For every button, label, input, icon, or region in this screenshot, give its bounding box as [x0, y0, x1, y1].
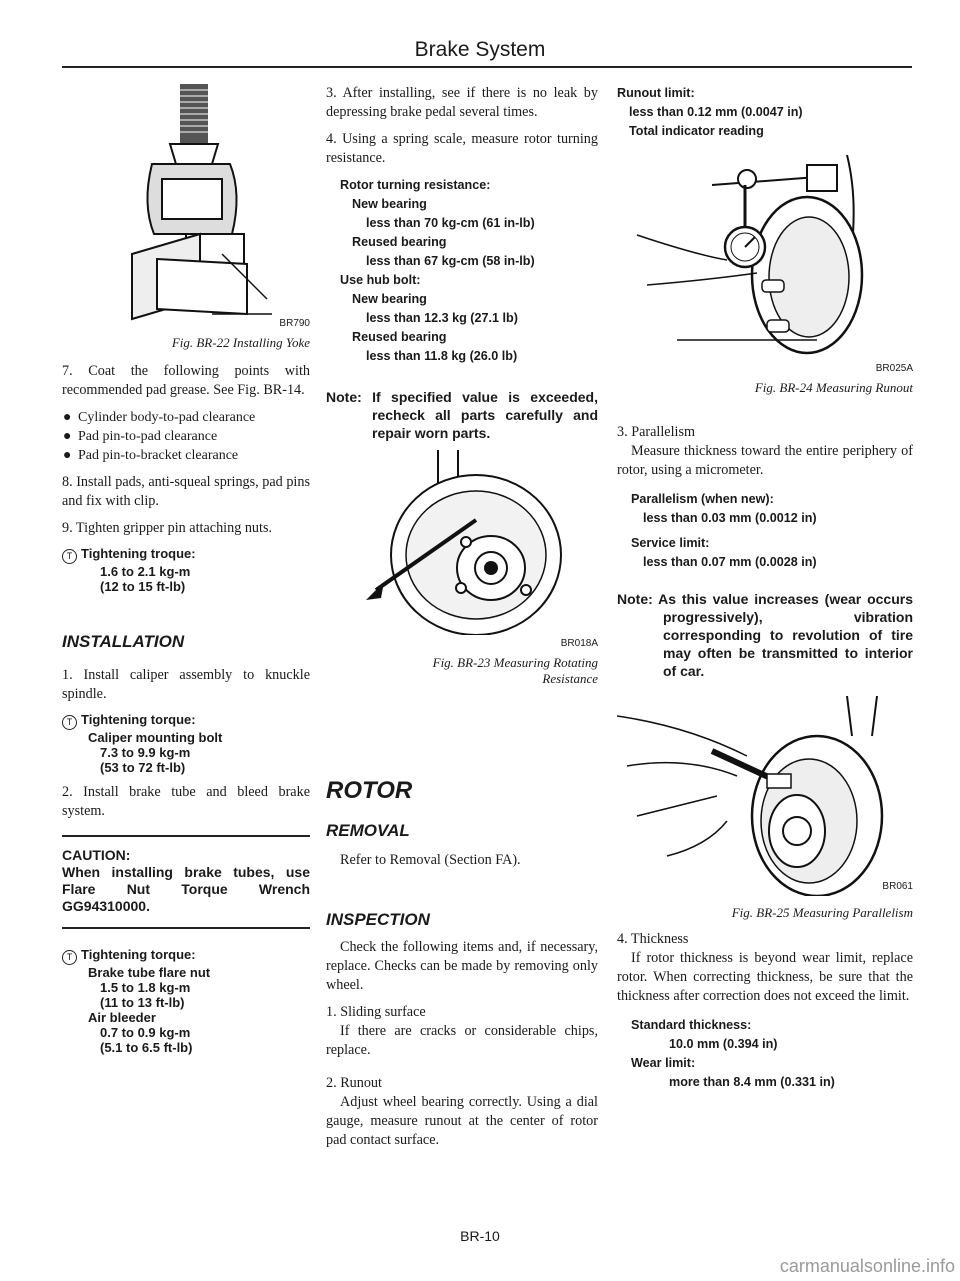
header-rule [62, 66, 912, 68]
note-recheck: Note: If specified value is exceeded, recheck all parts carefully and repair worn parts. [326, 389, 598, 441]
rotor-heading: ROTOR [326, 777, 413, 804]
page-number: BR-10 [460, 1228, 500, 1244]
removal-text: Refer to Removal (Section FA). [340, 852, 521, 868]
figure-code: BR025A [875, 363, 913, 374]
figure-caption: Fig. BR-25 Measuring Parallelism [731, 905, 913, 920]
inspection-heading: INSPECTION [326, 910, 430, 929]
installation-heading: INSTALLATION [62, 632, 185, 651]
step-4: 4. Using a spring scale, measure rotor turning resistance. [326, 131, 598, 166]
figure-code: BR790 [279, 318, 310, 329]
figure-br24 [617, 155, 913, 405]
figure-br22 [62, 84, 310, 350]
figure-caption: Resistance [542, 671, 598, 686]
step-9: 9. Tighten gripper pin attaching nuts. [62, 520, 273, 536]
note-vibration: Note: As this value increases (wear occurs progressively), vibration corresponding to revolution of tire may often be transmitted to interior of car. [617, 591, 913, 679]
item-3-text: Measure thickness toward the entire periphery of rotor, using a micrometer. [617, 443, 913, 478]
parallelism-spec: Parallelism (when new): less than 0.03 mm (0.0012 in) Service limit: less than 0.07 mm (0.0028 in) [631, 492, 817, 569]
figure-code: BR018A [560, 638, 598, 649]
rotating-resistance-illustration [326, 450, 598, 635]
thickness-spec: Standard thickness: 10.0 mm (0.394 in) Wear limit: more than 8.4 mm (0.331 in) [631, 1018, 835, 1089]
step-7: 7. Coat the following points with recommended pad grease. See Fig. BR-14. [62, 363, 310, 398]
list-item: ● Pad pin-to-pad clearance [63, 429, 218, 444]
removal-heading: REMOVAL [326, 821, 410, 840]
item-2-title: 2. Runout [326, 1075, 382, 1091]
yoke-illustration [62, 84, 310, 332]
watermark: carmanualsonline.info [779, 1256, 955, 1276]
step-8: 8. Install pads, anti-squeal springs, pad pins and fix with clip. [62, 474, 310, 509]
inspection-text: Check the following items and, if necessary, replace. Checks can be made by removing only wheel. [326, 939, 598, 993]
step-3: 3. After installing, see if there is no leak by depressing brake pedal several times. [326, 85, 598, 120]
runout-illustration [617, 155, 913, 355]
figure-br25 [617, 696, 913, 926]
list-item: ● Cylinder body-to-pad clearance [63, 410, 256, 425]
item-1-title: 1. Sliding surface [326, 1004, 426, 1020]
item-2-text: Adjust wheel bearing correctly. Using a dial gauge, measure runout at the center of rotor pad contact surface. [326, 1094, 598, 1148]
runout-spec: Runout limit: less than 0.12 mm (0.0047 in) Total indicator reading [617, 86, 803, 138]
torque-spec-3: T Tightening torque: Brake tube flare nut 1.5 to 1.8 kg-m (11 to 13 ft-lb) Air bleeder 0.7 to 0.9 kg-m (5.1 to 6.5 ft-lb) [62, 947, 310, 1055]
figure-caption: Fig. BR-24 Measuring Runout [754, 380, 913, 395]
caution-box: CAUTION: When installing brake tubes, use Flare Nut Torque Wrench GG94310000. [62, 835, 310, 929]
column-middle [326, 84, 598, 1158]
item-3-title: 3. Parallelism [617, 424, 696, 440]
figure-code: BR061 [882, 881, 913, 892]
torque-wrench-icon: T [62, 715, 77, 730]
figure-br23 [326, 450, 598, 685]
item-4-title: 4. Thickness [617, 931, 689, 947]
install-step-1: 1. Install caliper assembly to knuckle spindle. [62, 667, 310, 702]
item-4-text: If rotor thickness is beyond wear limit, replace rotor. When correcting thickness, be sure that the thickness after correction does not exceed the limit. [617, 950, 913, 1004]
install-step-2: 2. Install brake tube and bleed brake system. [62, 784, 310, 819]
torque-spec-2: T Tightening torque: Caliper mounting bolt 7.3 to 9.9 kg-m (53 to 72 ft-lb) [62, 712, 310, 775]
torque-spec-1: T Tightening troque: 1.6 to 2.1 kg-m (12 to 15 ft-lb) [62, 546, 310, 594]
figure-caption: Fig. BR-22 Installing Yoke [171, 335, 310, 350]
page-header: Brake System [414, 38, 546, 61]
torque-wrench-icon: T [62, 549, 77, 564]
column-right [617, 84, 913, 1092]
rotor-resistance-spec: Rotor turning resistance: New bearing less than 70 kg-cm (61 in-lb) Reused bearing less than 67 kg-cm (58 in-lb) Use hub bolt: New bearing less than 12.3 kg (27.1 lb) Reused bearing less than 11.8 kg (26.0 lb) [340, 178, 535, 363]
column-left [62, 84, 310, 1055]
figure-caption: Fig. BR-23 Measuring Rotating [432, 655, 598, 670]
list-item: ● Pad pin-to-bracket clearance [63, 448, 239, 463]
parallelism-illustration [617, 696, 913, 896]
torque-wrench-icon: T [62, 950, 77, 965]
item-1-text: If there are cracks or considerable chips, replace. [326, 1023, 598, 1058]
grease-points-list [62, 408, 310, 465]
